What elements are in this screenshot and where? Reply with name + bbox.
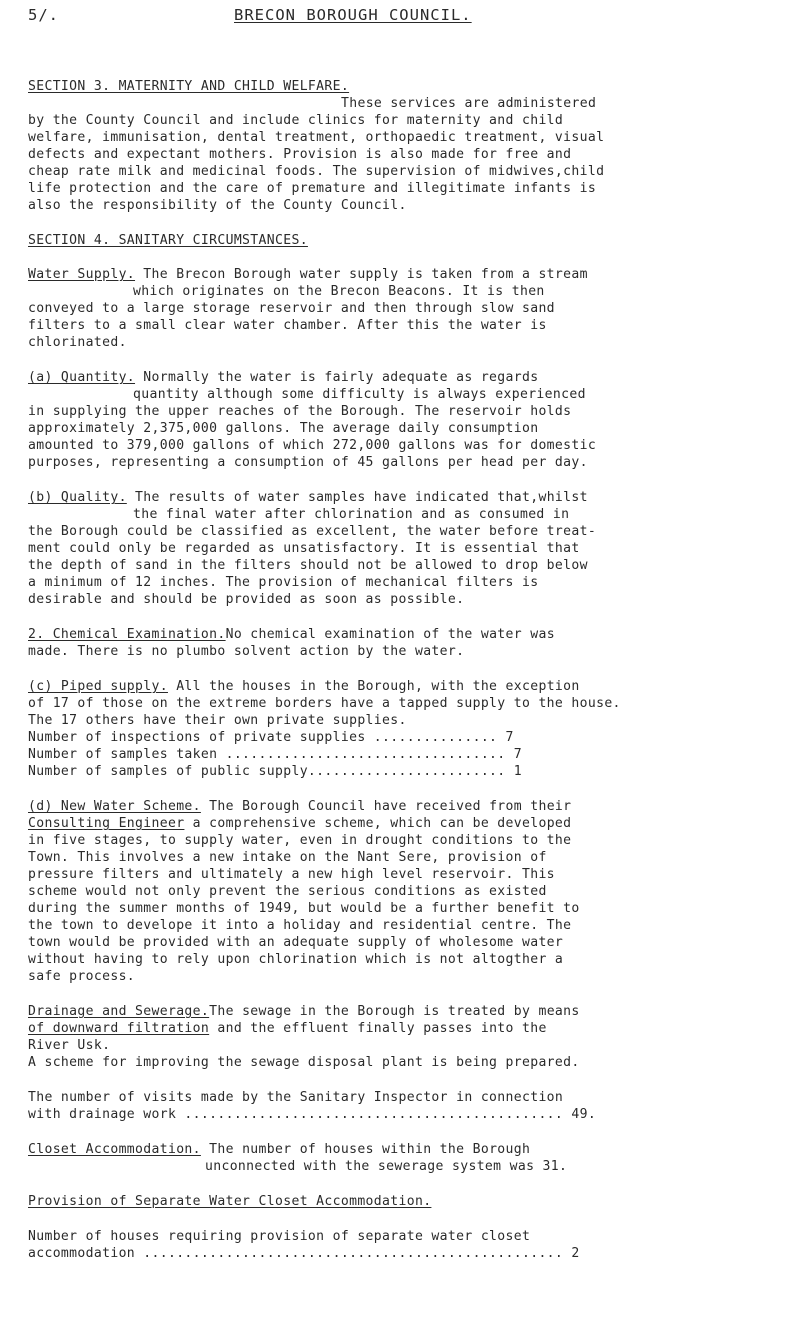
quality-label: (b) Quality.	[28, 490, 127, 505]
section-3-line: by the County Council and include clinics for maternity and child	[28, 113, 564, 128]
section-3-line: defects and expectant mothers. Provision is also made for free and	[28, 147, 572, 162]
water-supply-line: chlorinated.	[28, 335, 127, 350]
quantity-line: quantity although some difficulty is always experienced	[133, 387, 586, 402]
water-supply-line: filters to a small clear water chamber. After this the water is	[28, 318, 547, 333]
quality-line: the depth of sand in the filters should not be allowed to drop below	[28, 558, 588, 573]
drainage-line: River Usk.	[28, 1038, 111, 1053]
quality-line: a minimum of 12 inches. The provision of mechanical filters is	[28, 575, 539, 590]
closet-paragraph: Closet Accommodation. The number of houses within the Borough	[28, 1142, 531, 1157]
document-title: BRECON BOROUGH COUNCIL.	[234, 6, 472, 24]
new-scheme-line: safe process.	[28, 969, 136, 984]
separate-closet-heading: Provision of Separate Water Closet Accommodation.	[28, 1194, 432, 1209]
quantity-line: purposes, representing a consumption of 45 gallons per head per day.	[28, 455, 588, 470]
section-3-line: welfare, immunisation, dental treatment, orthopaedic treatment, visual	[28, 130, 605, 145]
water-supply-line: conveyed to a large storage reservoir and then through slow sand	[28, 301, 555, 316]
new-scheme-line: the town to develope it into a holiday and residential centre. The	[28, 918, 572, 933]
drainage-visits-line: The number of visits made by the Sanitary Inspector in connection	[28, 1090, 564, 1105]
piped-stat-row: Number of samples of public supply........................ 1	[28, 764, 522, 779]
quality-line: the final water after chlorination and as consumed in	[133, 507, 570, 522]
quality-line: ment could only be regarded as unsatisfactory. It is essential that	[28, 541, 580, 556]
section-3-line: These services are administered	[341, 96, 597, 111]
new-scheme-line: town would be provided with an adequate supply of wholesome water	[28, 935, 564, 950]
drainage-label: Drainage and Sewerage.	[28, 1004, 210, 1019]
quantity-line: approximately 2,375,000 gallons. The average daily consumption	[28, 421, 539, 436]
piped-line: of 17 of those on the extreme borders have a tapped supply to the house.	[28, 696, 621, 711]
new-scheme-line: scheme would not only prevent the serious conditions as existed	[28, 884, 547, 899]
piped-paragraph: (c) Piped supply. All the houses in the Borough, with the exception	[28, 679, 580, 694]
water-supply-line: which originates on the Brecon Beacons. It is then	[133, 284, 545, 299]
new-scheme-line: pressure filters and ultimately a new high level reservoir. This	[28, 867, 555, 882]
quality-line: the Borough could be classified as excellent, the water before treat-	[28, 524, 597, 539]
quantity-line: amounted to 379,000 gallons of which 272,000 gallons was for domestic	[28, 438, 597, 453]
separate-closet-line: Number of houses requiring provision of separate water closet	[28, 1229, 531, 1244]
chemical-line: made. There is no plumbo solvent action by the water.	[28, 644, 465, 659]
piped-line: The 17 others have their own private supplies.	[28, 713, 407, 728]
quality-paragraph: (b) Quality. The results of water samples have indicated that,whilst	[28, 490, 588, 505]
quantity-label: (a) Quantity.	[28, 370, 136, 385]
section-3-line: cheap rate milk and medicinal foods. The supervision of midwives,child	[28, 164, 605, 179]
quality-line: desirable and should be provided as soon as possible.	[28, 592, 465, 607]
piped-stat-row: Number of inspections of private supplies ............... 7	[28, 730, 514, 745]
closet-label: Closet Accommodation.	[28, 1142, 201, 1157]
piped-label: (c) Piped supply.	[28, 679, 168, 694]
new-scheme-line: without having to rely upon chlorination which is not altogther a	[28, 952, 564, 967]
chemical-paragraph: 2. Chemical Examination.No chemical examination of the water was	[28, 627, 555, 642]
chemical-label: 2. Chemical Examination.	[28, 627, 226, 642]
section-3-line: also the responsibility of the County Council.	[28, 198, 407, 213]
new-scheme-line: during the summer months of 1949, but would be a further benefit to	[28, 901, 580, 916]
drainage-line: of downward filtration and the effluent finally passes into the	[28, 1021, 547, 1036]
water-supply-paragraph: Water Supply. The Brecon Borough water supply is taken from a stream	[28, 267, 588, 282]
section-3-line: life protection and the care of premature and illegitimate infants is	[28, 181, 597, 196]
water-supply-label: Water Supply.	[28, 267, 136, 282]
new-scheme-label: (d) New Water Scheme.	[28, 799, 201, 814]
new-scheme-paragraph: (d) New Water Scheme. The Borough Council have received from their	[28, 799, 572, 814]
piped-stat-row: Number of samples taken .................................. 7	[28, 747, 522, 762]
quantity-line: in supplying the upper reaches of the Borough. The reservoir holds	[28, 404, 572, 419]
new-scheme-line: in five stages, to supply water, even in drought conditions to the	[28, 833, 572, 848]
drainage-line: A scheme for improving the sewage disposal plant is being prepared.	[28, 1055, 580, 1070]
quantity-paragraph: (a) Quantity. Normally the water is fairly adequate as regards	[28, 370, 539, 385]
new-scheme-line: Town. This involves a new intake on the Nant Sere, provision of	[28, 850, 547, 865]
section-3-heading: SECTION 3. MATERNITY AND CHILD WELFARE.	[28, 79, 350, 94]
section-4-heading: SECTION 4. SANITARY CIRCUMSTANCES.	[28, 233, 308, 248]
page-number: 5/.	[28, 6, 59, 24]
closet-line: unconnected with the sewerage system was 31.	[205, 1159, 568, 1174]
separate-closet-line: accommodation ................................................... 2	[28, 1246, 580, 1261]
drainage-visits-line: with drainage work .............................................. 49.	[28, 1107, 597, 1122]
new-scheme-line: Consulting Engineer a comprehensive scheme, which can be developed	[28, 816, 572, 831]
drainage-paragraph: Drainage and Sewerage.The sewage in the Borough is treated by means	[28, 1004, 580, 1019]
